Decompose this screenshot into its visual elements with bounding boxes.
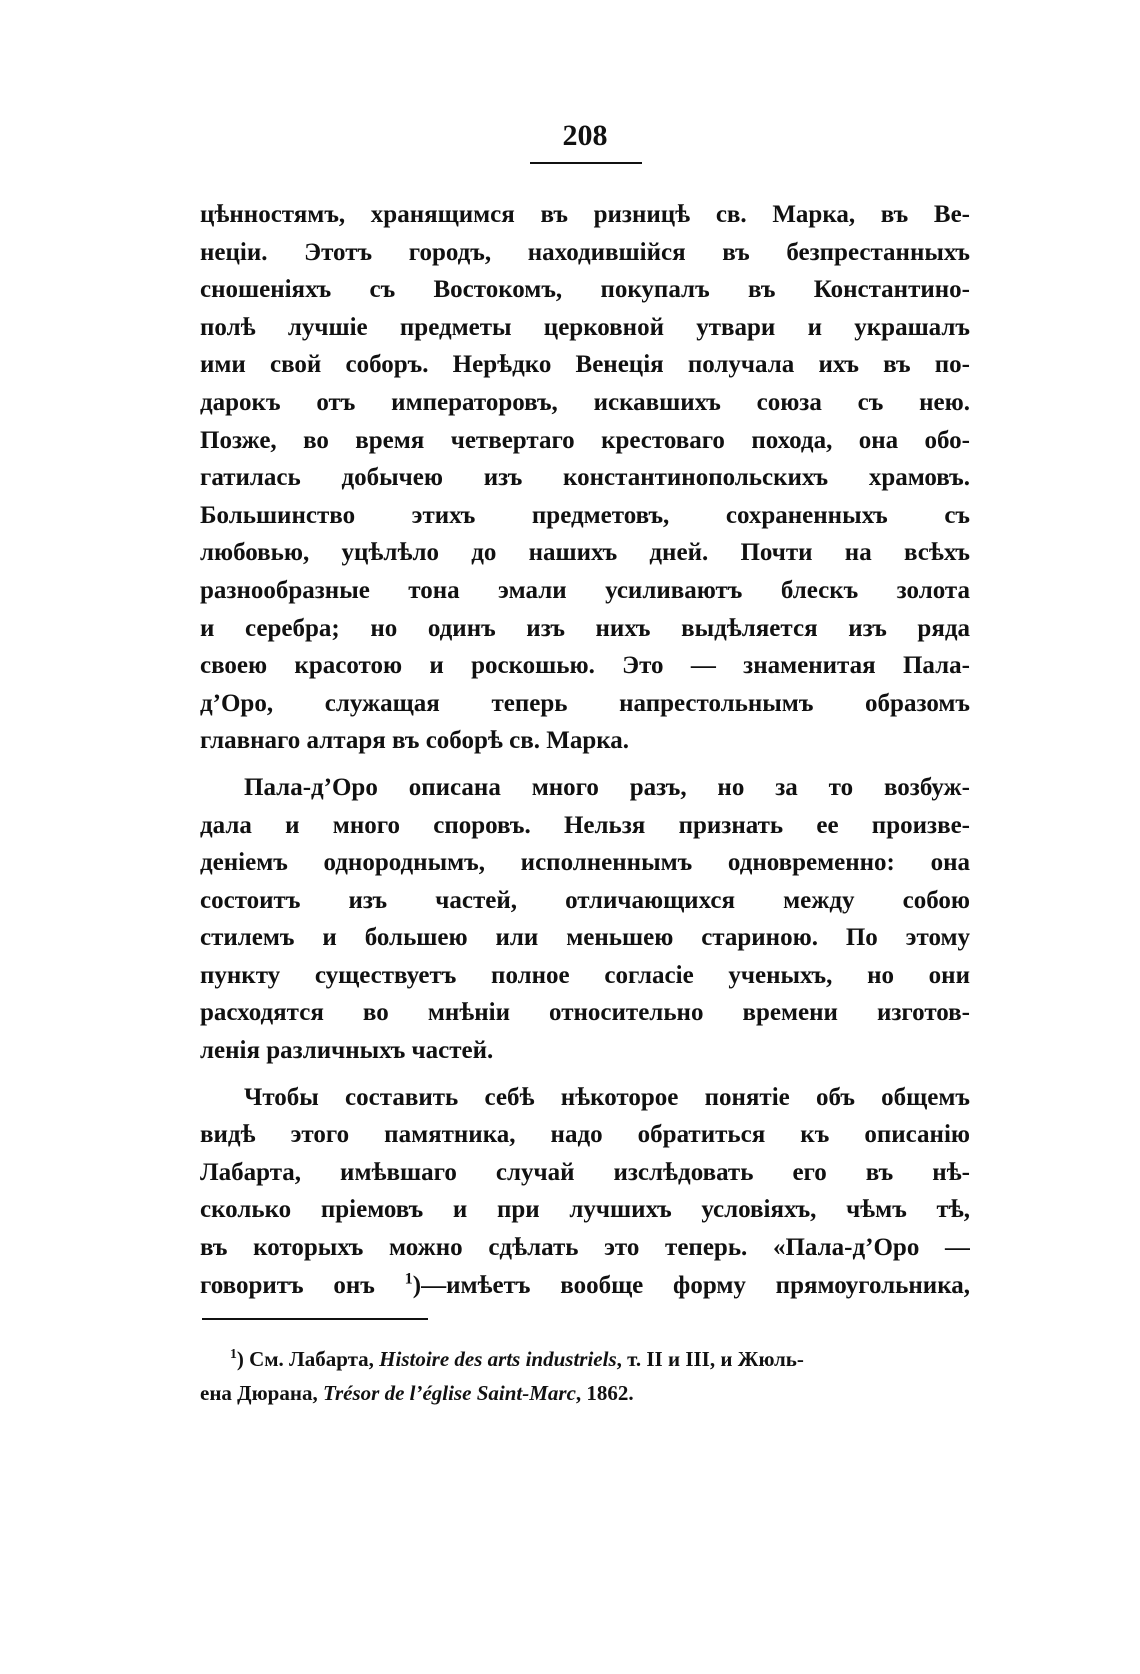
text-line: пункту существуетъ полное согласіе ученыхъ, но они [200,961,970,989]
page-number: 208 [562,119,608,152]
page-number-rule [530,162,642,164]
text-line: гатилась добычею изъ константинопольскихъ храмовъ. [200,464,970,492]
text-line: расходятся во мнѣніи относительно времени изготов- [200,999,970,1027]
footnote-reference[interactable]: 1 [404,1269,413,1288]
text-line: видѣ этого памятника, надо обратиться къ описанію [200,1121,970,1149]
paragraph-gap [200,760,970,769]
footnote [200,1342,970,1410]
text-line: неціи. Этотъ городъ, находившійся въ безпрестанныхъ [200,238,970,266]
paragraph-gap [200,1070,970,1079]
text-line: своею красотою и роскошью. Это — знаменитая Пала- [200,652,970,680]
text-line: полѣ лучшіе предметы церковной утвари и украшалъ [200,313,970,341]
text-fragment: )—имѣетъ вообще форму прямоугольника, [412,1271,970,1299]
paragraph-2 [200,769,970,1070]
footnote-separator [202,1318,428,1320]
footnote-marker: 1 [230,1346,237,1361]
text-fragment: , т. II и III, и Жюль- [616,1347,804,1371]
text-line: и серебра; но одинъ изъ нихъ выдѣляется изъ ряда [200,614,970,642]
text-line: Чтобы составить себѣ нѣкоторое понятіе объ общемъ [244,1083,970,1111]
text-line: Пала-д’Оро описана много разъ, но за то возбуж- [244,773,970,801]
paragraph-1 [200,196,970,760]
book-title: Histoire des arts industriels [379,1347,617,1371]
footnote-line [200,1342,970,1376]
text-line: главнаго алтаря въ соборѣ св. Марка. [200,727,630,755]
text-line [200,1267,970,1305]
footnote-line [200,1376,970,1410]
text-line: Позже, во время четвертаго крестоваго похода, она обо- [200,426,970,454]
text-line: деніемъ однороднымъ, исполненнымъ одновременно: она [200,849,970,877]
text-line: ленія различныхъ частей. [200,1037,494,1065]
text-line: разнообразные тона эмали усиливаютъ блескъ золота [200,576,970,604]
text-line: любовью, уцѣлѣло до нашихъ дней. Почти на всѣхъ [200,539,970,567]
text-line: дарокъ отъ императоровъ, искавшихъ союза съ нею. [200,388,970,416]
text-line: состоитъ изъ частей, отличающихся между собою [200,886,970,914]
text-line: д’Оро, служащая теперь напрестольнымъ образомъ [200,689,970,717]
text-line: сношеніяхъ съ Востокомъ, покупалъ въ Константино- [200,276,970,304]
text-line: сколько пріемовъ и при лучшихъ условіяхъ, чѣмъ тѣ, [200,1196,970,1224]
paragraph-3 [200,1079,970,1305]
main-text [200,196,970,1304]
text-line: Большинство этихъ предметовъ, сохраненныхъ съ [200,501,970,529]
text-line: дала и много споровъ. Нельзя признать ее произве- [200,811,970,839]
text-line: въ которыхъ можно сдѣлать это теперь. «Пала-д’Оро — [200,1234,970,1262]
text-line: Лабарта, имѣвшаго случай изслѣдовать его въ нѣ- [200,1158,970,1186]
text-fragment: говоритъ онъ [200,1271,405,1299]
book-title: Trésor de l’église Saint-Marc [322,1381,576,1405]
text-fragment: ена Дюрана, [200,1381,323,1405]
text-fragment: , 1862. [575,1381,634,1405]
text-fragment: ) См. Лабарта, [236,1347,380,1371]
text-line: ими свой соборъ. Нерѣдко Венеція получала ихъ въ по- [200,351,970,379]
text-line: цѣнностямъ, хранящимся въ ризницѣ св. Марка, въ Ве- [200,201,970,228]
text-line: стилемъ и большею или меньшею стариною. По этому [200,924,970,952]
